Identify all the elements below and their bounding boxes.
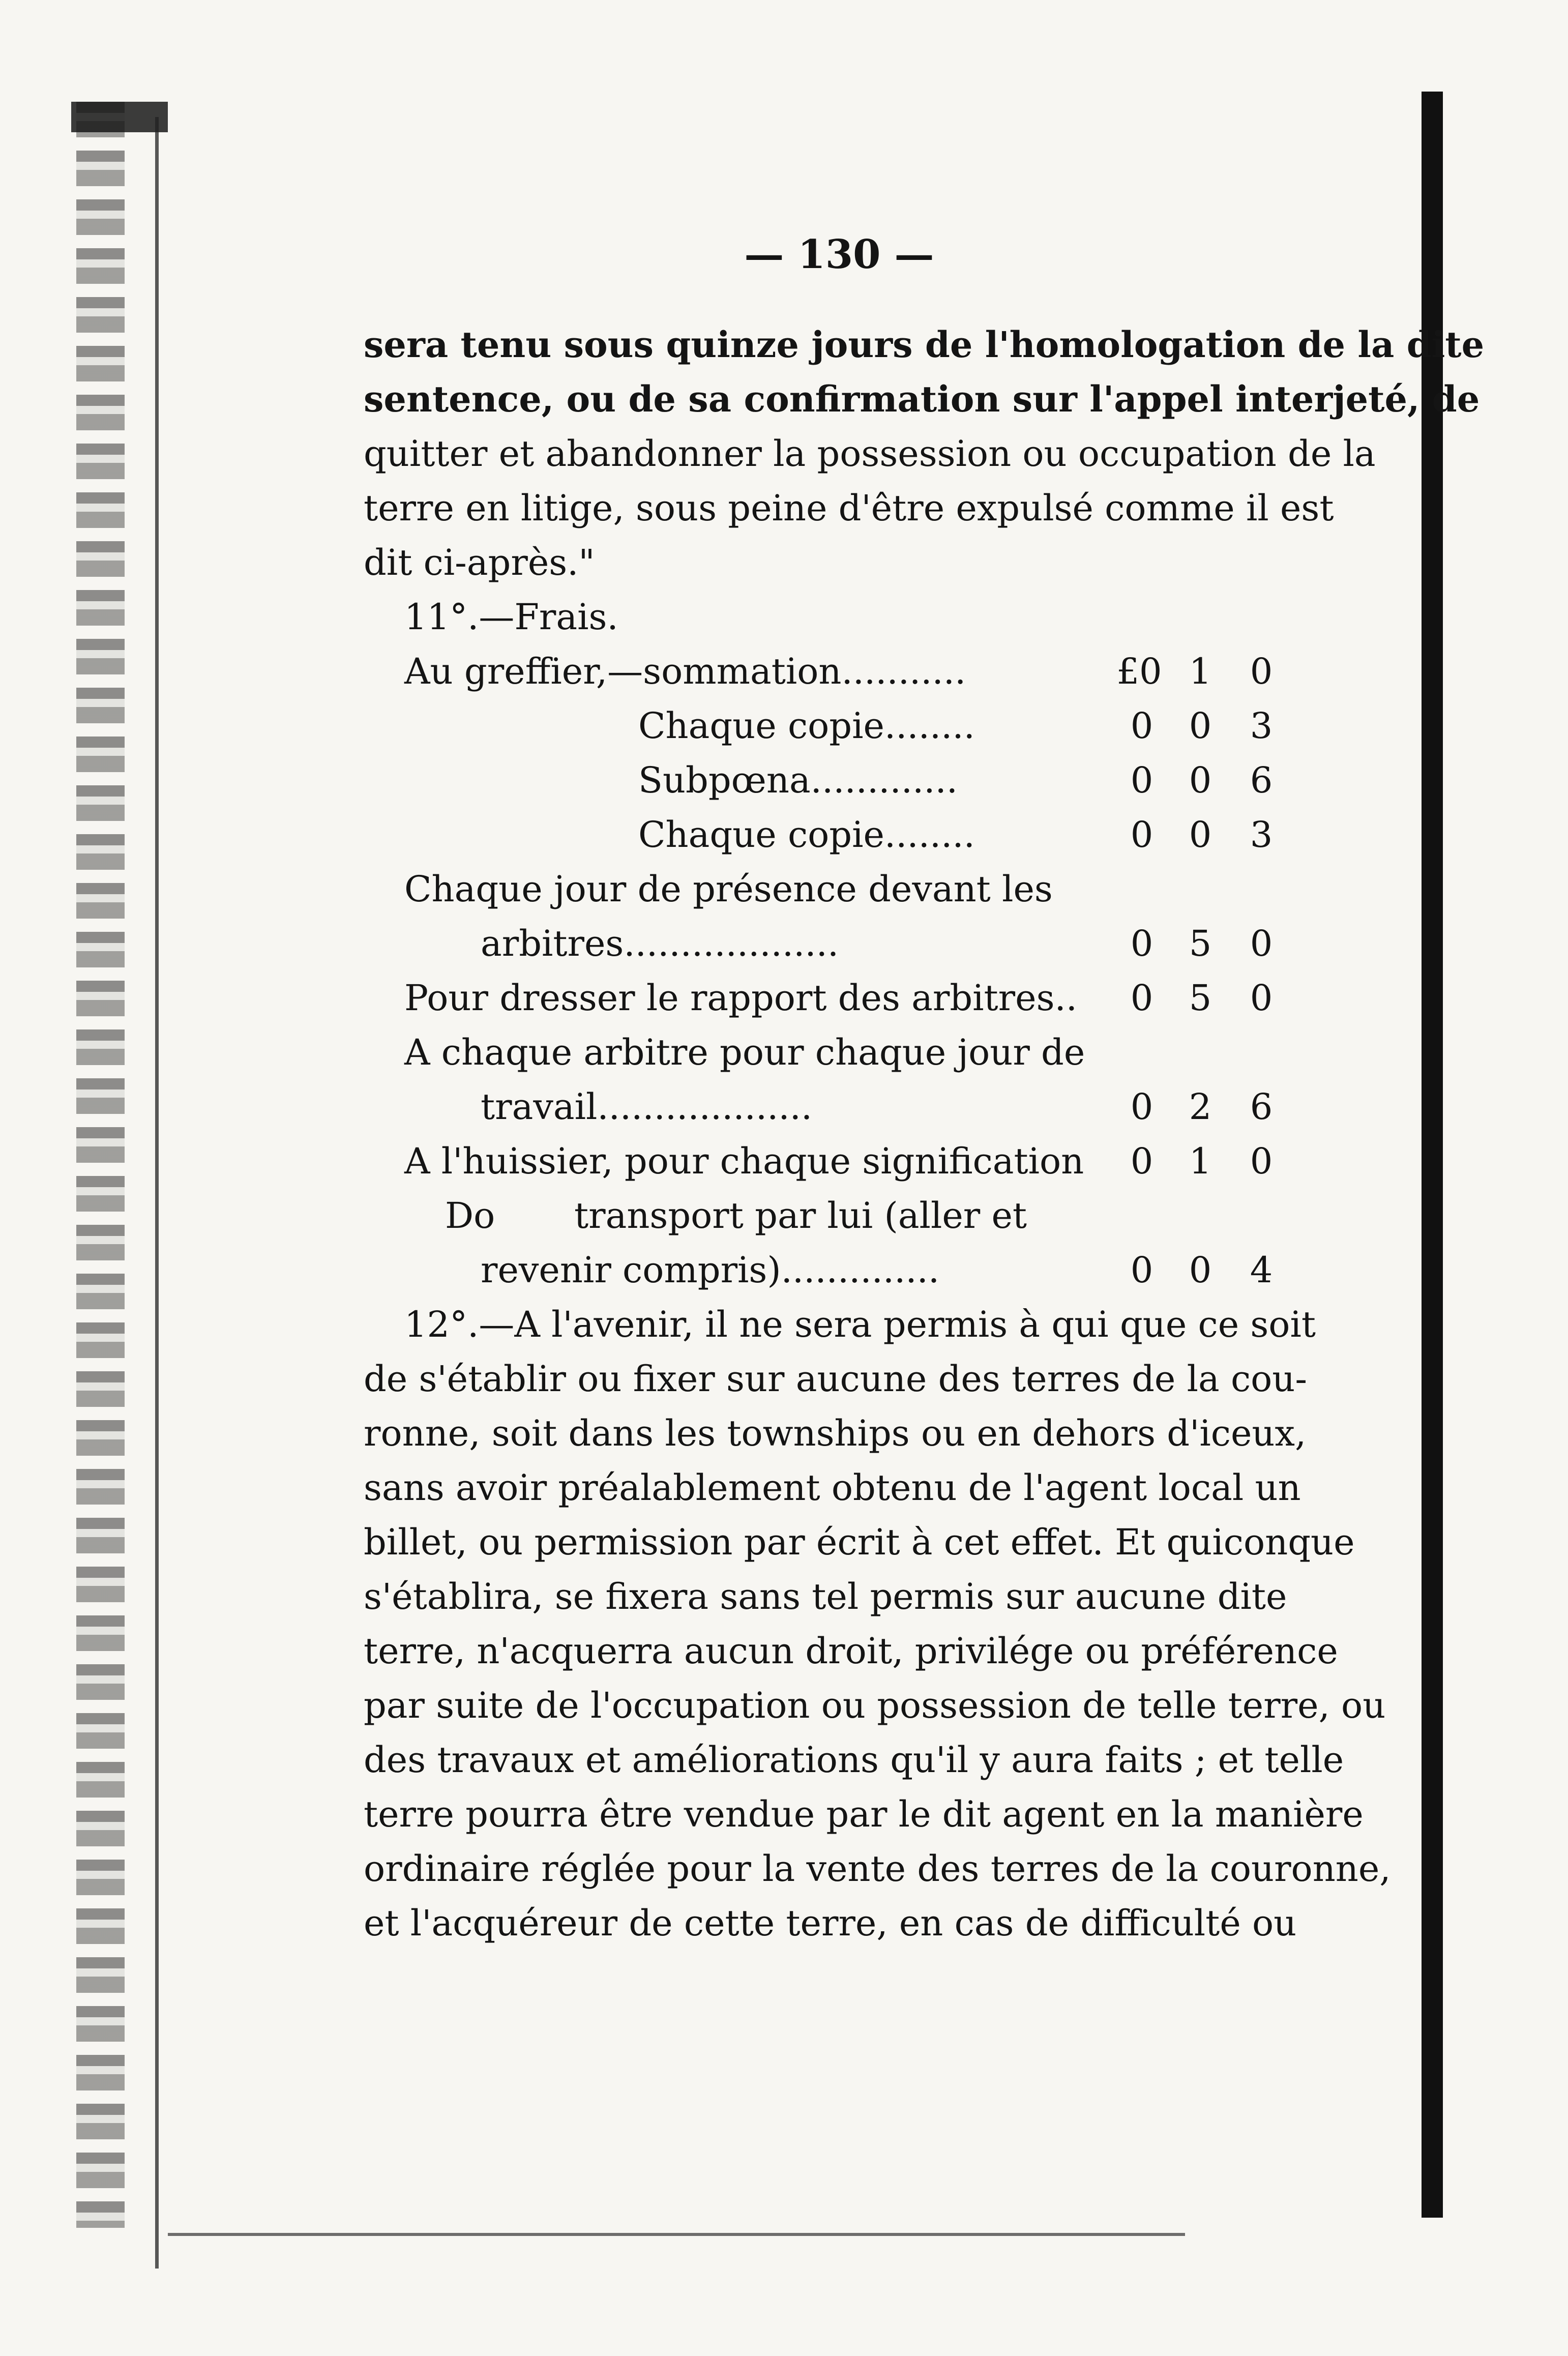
fee-shillings: 1 <box>1189 1140 1212 1182</box>
fee-description: Au greffier,—sommation........... <box>404 651 966 692</box>
fee-shillings: 0 <box>1189 759 1212 801</box>
fee-pence: 4 <box>1250 1249 1273 1291</box>
fee-description: Subpœna............. <box>638 759 958 801</box>
text-line: ronne, soit dans les townships ou en dehors d'iceux, <box>364 1412 1307 1454</box>
scan-edge-bottom <box>168 2233 1185 2236</box>
fee-description: A l'huissier, pour chaque signification <box>404 1140 1084 1182</box>
fee-description: Pour dresser le rapport des arbitres.. <box>404 977 1077 1019</box>
fee-pounds: 0 <box>1130 1140 1153 1182</box>
text-line: billet, ou permission par écrit à cet effet. Et quiconque <box>364 1521 1355 1563</box>
text-line: 12°.—A l'avenir, il ne sera permis à qui que ce soit <box>404 1304 1316 1345</box>
text-line: s'établira, se fixera sans tel permis sur aucune dite <box>364 1576 1287 1617</box>
fee-shillings: 5 <box>1189 923 1212 964</box>
fee-description-continuation: revenir compris).............. <box>481 1249 940 1291</box>
fee-description: Chaque jour de présence devant les <box>404 868 1053 910</box>
fee-pounds: 0 <box>1130 814 1153 856</box>
fee-description: Chaque copie........ <box>638 705 975 747</box>
text-line: de s'établir ou fixer sur aucune des terres de la cou- <box>364 1358 1308 1400</box>
fee-pounds: 0 <box>1130 1249 1153 1291</box>
fee-shillings: 5 <box>1189 977 1212 1019</box>
text-line: et l'acquéreur de cette terre, en cas de difficulté ou <box>364 1902 1297 1944</box>
fee-description-continuation: arbitres................... <box>481 923 839 964</box>
fee-pence: 0 <box>1250 977 1273 1019</box>
text-line: sentence, ou de sa confirmation sur l'appel interjeté, de <box>364 378 1480 420</box>
fee-shillings: 1 <box>1189 651 1212 692</box>
section-heading: 11°.—Frais. <box>404 596 618 638</box>
text-line: terre en litige, sous peine d'être expulsé comme il est <box>364 487 1334 529</box>
text-line: par suite de l'occupation ou possession de telle terre, ou <box>364 1685 1386 1726</box>
fee-pence: 0 <box>1250 1140 1273 1182</box>
fee-pence: 6 <box>1250 759 1273 801</box>
text-line: sera tenu sous quinze jours de l'homologation de la dite <box>364 323 1485 366</box>
fee-description: Do transport par lui (aller et <box>445 1195 1027 1236</box>
fee-pence: 3 <box>1250 814 1273 856</box>
scan-edge-left <box>76 102 125 2228</box>
text-line: terre pourra être vendue par le dit agent en la manière <box>364 1793 1364 1835</box>
fee-description: A chaque arbitre pour chaque jour de <box>404 1032 1085 1073</box>
text-line: terre, n'acquerra aucun droit, privilége ou préférence <box>364 1630 1338 1672</box>
text-line: ordinaire réglée pour la vente des terres de la couronne, <box>364 1848 1391 1890</box>
fee-pounds: 0 <box>1130 977 1153 1019</box>
fee-shillings: 0 <box>1189 814 1212 856</box>
text-line: quitter et abandonner la possession ou occupation de la <box>364 433 1376 475</box>
fee-pounds: £0 <box>1116 651 1162 692</box>
fee-pounds: 0 <box>1130 759 1153 801</box>
fee-shillings: 0 <box>1189 1249 1212 1291</box>
text-line: sans avoir préalablement obtenu de l'agent local un <box>364 1467 1301 1509</box>
fee-pounds: 0 <box>1130 923 1153 964</box>
fee-shillings: 2 <box>1189 1086 1212 1128</box>
fee-description: Chaque copie........ <box>638 814 975 856</box>
fee-pounds: 0 <box>1130 705 1153 747</box>
fee-shillings: 0 <box>1189 705 1212 747</box>
scan-edge-left-line <box>155 117 159 2269</box>
fee-description-continuation: travail................... <box>481 1086 813 1128</box>
text-line: des travaux et améliorations qu'il y aura faits ; et telle <box>364 1739 1344 1781</box>
fee-pence: 0 <box>1250 923 1273 964</box>
fee-pence: 0 <box>1250 651 1273 692</box>
text-line: dit ci-après." <box>364 542 595 583</box>
page-number: — 130 — <box>744 231 934 278</box>
fee-pence: 6 <box>1250 1086 1273 1128</box>
fee-pounds: 0 <box>1130 1086 1153 1128</box>
fee-pence: 3 <box>1250 705 1273 747</box>
